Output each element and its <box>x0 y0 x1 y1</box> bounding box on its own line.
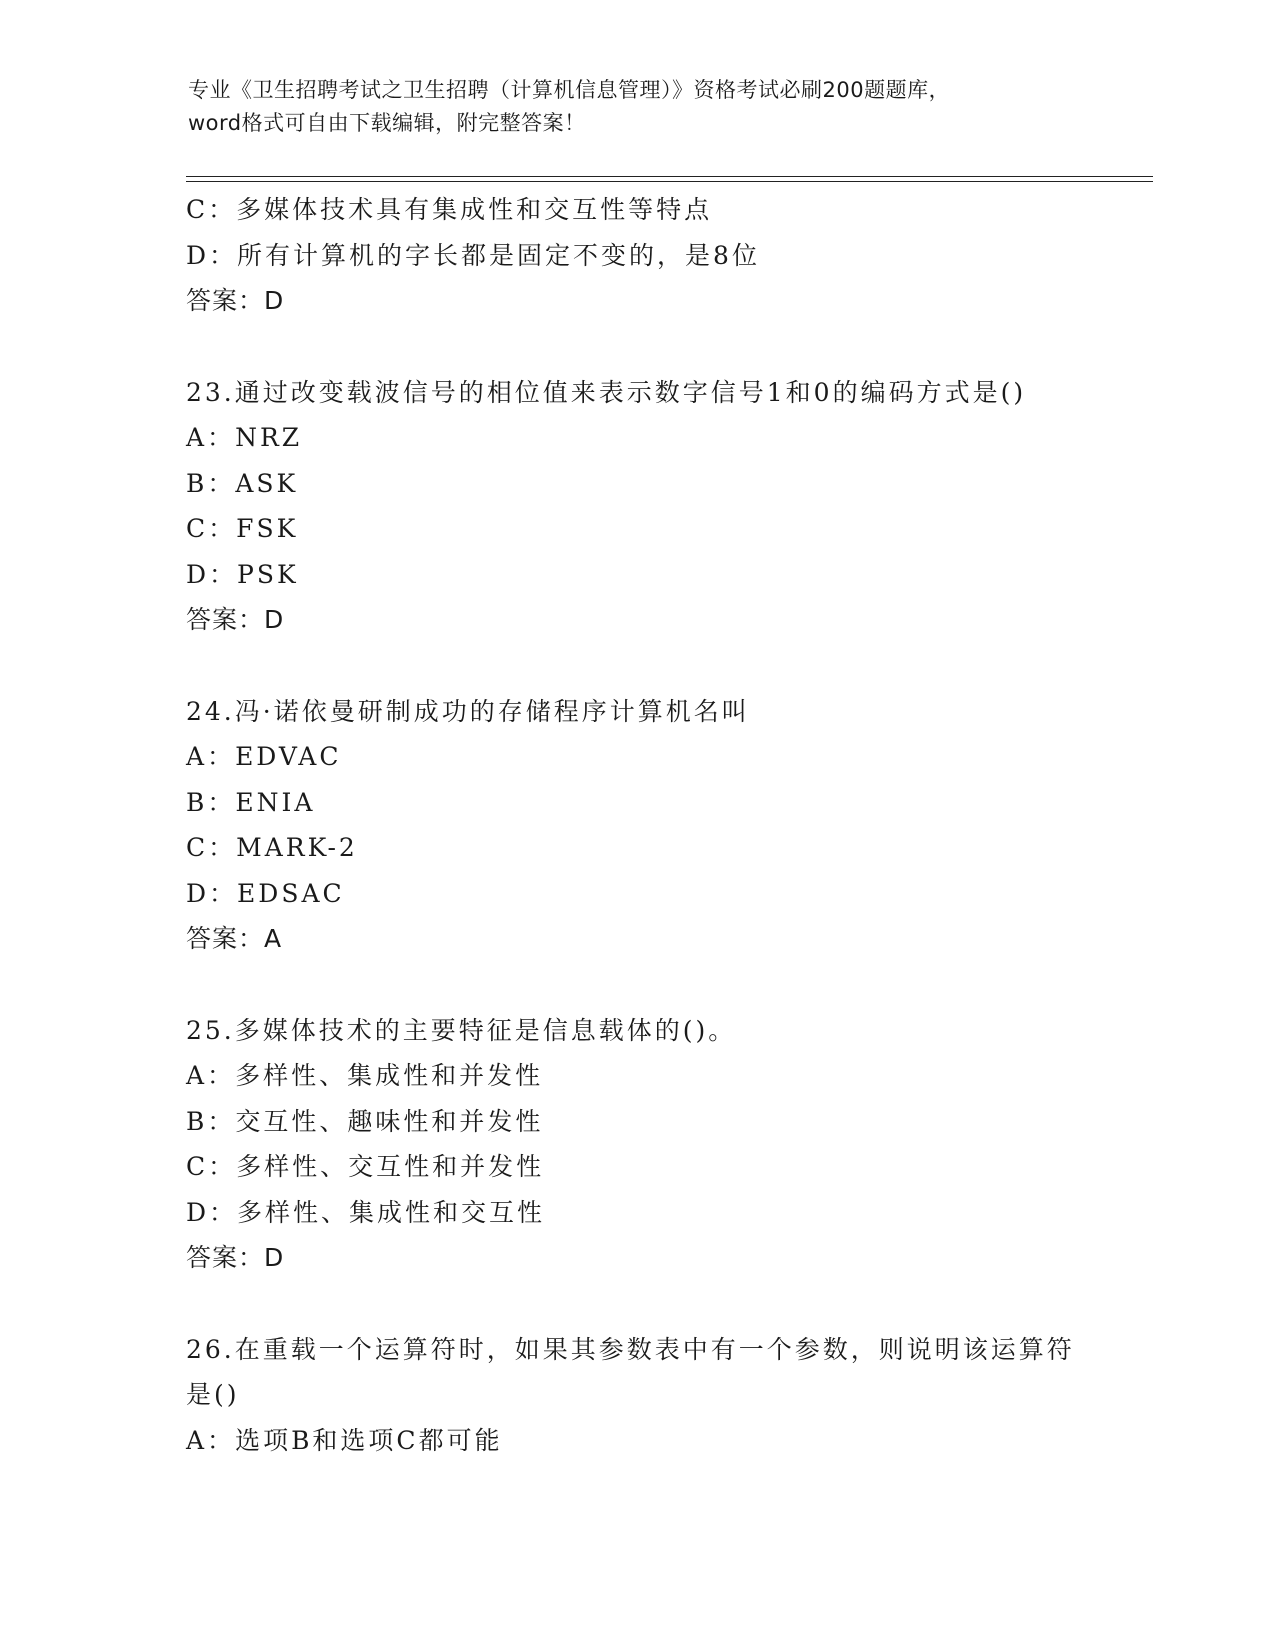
answer: 答案：D <box>186 286 285 315</box>
option-c: C：MARK-2 <box>186 833 358 862</box>
question-25 <box>186 1008 1116 1281</box>
option-c: C：多媒体技术具有集成性和交互性等特点 <box>186 195 713 224</box>
header-line-2: word格式可自由下载编辑，附完整答案！ <box>188 111 586 135</box>
question-text: 25.多媒体技术的主要特征是信息载体的()。 <box>186 1015 737 1045</box>
option-a: A：多样性、集成性和并发性 <box>186 1061 544 1090</box>
answer: 答案：D <box>186 605 285 634</box>
option-d: D：多样性、集成性和交互性 <box>186 1197 546 1227</box>
question-26 <box>186 1327 1116 1464</box>
answer: 答案：D <box>186 1243 285 1272</box>
question-23 <box>186 370 1116 643</box>
answer: 答案：A <box>186 924 283 953</box>
option-c: C：多样性、交互性和并发性 <box>186 1152 545 1181</box>
option-b: B：ENIA <box>186 787 316 817</box>
option-d: D：PSK <box>186 559 299 589</box>
document-header <box>188 74 1088 140</box>
header-line-1: 专业《卫生招聘考试之卫生招聘（计算机信息管理）》资格考试必刷200题题库， <box>188 78 951 102</box>
question-text: 24.冯·诺依曼研制成功的存储程序计算机名叫 <box>186 696 750 726</box>
header-divider-top <box>186 176 1153 177</box>
question-text: 26.在重载一个运算符时，如果其参数表中有一个参数，则说明该运算符是() <box>186 1334 1075 1409</box>
option-c: C：FSK <box>186 514 299 543</box>
question-list <box>186 187 1116 1463</box>
option-d: D：EDSAC <box>186 878 345 908</box>
option-a: A：NRZ <box>186 423 303 452</box>
header-divider-bottom <box>186 181 1153 182</box>
option-d: D：所有计算机的字长都是固定不变的，是8位 <box>186 240 760 270</box>
option-a: A：选项B和选项C都可能 <box>186 1425 503 1455</box>
question-24 <box>186 689 1116 962</box>
option-a: A：EDVAC <box>186 742 342 771</box>
option-b: B：ASK <box>186 468 299 498</box>
option-b: B：交互性、趣味性和并发性 <box>186 1106 544 1136</box>
question-22-continuation <box>186 187 1116 324</box>
question-text: 23.通过改变载波信号的相位值来表示数字信号1和0的编码方式是() <box>186 377 1027 407</box>
